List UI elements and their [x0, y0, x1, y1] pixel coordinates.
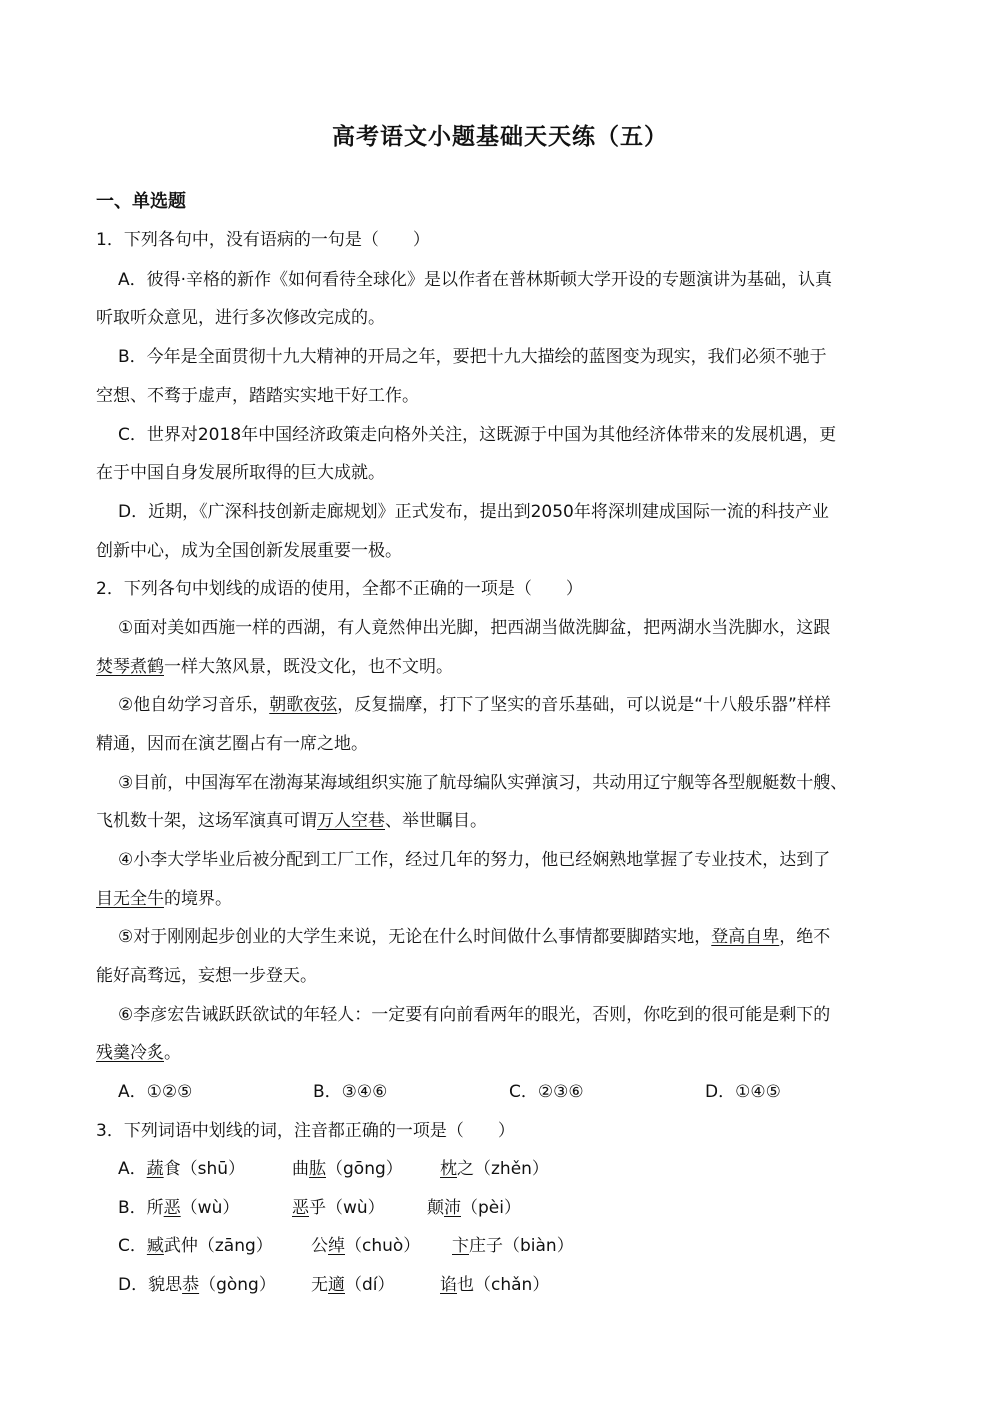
- idiom-underlined: 登高自卑: [711, 927, 780, 947]
- q2-sentence-2-line1: ②他自幼学习音乐，朝歌夜弦，反复揣摩，打下了坚实的音乐基础，可以说是“十八般乐器”样样: [118, 695, 831, 715]
- q3-option-a-word2: 曲肱（gōng）: [292, 1159, 403, 1179]
- q2-sentence-5-line2: 能好高骛远，妄想一步登天。: [96, 966, 317, 986]
- q3-option-a[interactable]: A．蔬食（shū）: [118, 1159, 246, 1179]
- q2-option-c[interactable]: C．②③⑥: [509, 1082, 584, 1102]
- q2-sentence-3-line2: 飞机数十架，这场军演真可谓万人空巷、举世瞩目。: [96, 811, 487, 831]
- q3-option-b[interactable]: B．所恶（wù）: [118, 1198, 240, 1218]
- q2-option-a[interactable]: A．①②⑤: [118, 1082, 193, 1102]
- q1-option-a-line2: 听取听众意见，进行多次修改完成的。: [96, 308, 385, 328]
- q3-option-c-word2: 公绰（chuò）: [311, 1236, 421, 1256]
- section-heading: 一、单选题: [96, 191, 186, 212]
- q1-option-b-line2: 空想、不骛于虚声，踏踏实实地干好工作。: [96, 386, 419, 406]
- q2-stem: 2．下列各句中划线的成语的使用，全都不正确的一项是（ ）: [96, 579, 583, 599]
- q3-option-c[interactable]: C．臧武仲（zāng）: [118, 1236, 273, 1256]
- idiom-underlined: 残羹冷炙: [96, 1043, 164, 1063]
- q2-sentence-6-line2: 残羹冷炙。: [96, 1043, 181, 1063]
- q1-option-d-line1: D．近期，《广深科技创新走廊规划》正式发布，提出到2050年将深圳建成国际一流的科技产业: [118, 502, 829, 522]
- q1-stem: 1．下列各句中，没有语病的一句是（ ）: [96, 230, 430, 250]
- q2-option-b[interactable]: B．③④⑥: [313, 1082, 388, 1102]
- page-title: 高考语文小题基础天天练（五）: [332, 124, 668, 150]
- q1-option-c-line1: C．世界对2018年中国经济政策走向格外关注，这既源于中国为其他经济体带来的发展机遇，更: [118, 425, 837, 445]
- q3-option-d-word3: 谄也（chǎn）: [440, 1275, 550, 1295]
- q3-stem: 3．下列词语中划线的词，注音都正确的一项是（ ）: [96, 1121, 515, 1141]
- idiom-underlined: 朝歌夜弦: [269, 695, 338, 715]
- q2-option-d[interactable]: D．①④⑤: [705, 1082, 781, 1102]
- q3-option-d[interactable]: D．貌思恭（gòng）: [118, 1275, 276, 1295]
- q2-sentence-5-line1: ⑤对于刚刚起步创业的大学生来说，无论在什么时间做什么事情都要脚踏实地，登高自卑，绝不: [118, 927, 831, 947]
- q3-option-b-word3: 颠沛（pèi）: [427, 1198, 521, 1218]
- q3-option-b-word2: 恶乎（wù）: [292, 1198, 385, 1218]
- q3-option-a-word3: 枕之（zhěn）: [440, 1159, 549, 1179]
- q2-sentence-4-line2: 目无全牛的境界。: [96, 889, 232, 909]
- idiom-underlined: 万人空巷: [317, 811, 385, 831]
- idiom-underlined: 焚琴煮鹤: [96, 657, 164, 677]
- q2-sentence-6-line1: ⑥李彦宏告诫跃跃欲试的年轻人：一定要有向前看两年的眼光，否则，你吃到的很可能是剩下的: [118, 1005, 831, 1025]
- q3-option-d-word2: 无適（dí）: [311, 1275, 395, 1295]
- q3-option-c-word3: 卞庄子（biàn）: [452, 1236, 574, 1256]
- q1-option-b-line1: B．今年是全面贯彻十九大精神的开局之年，要把十九大描绘的蓝图变为现实，我们必须不驰于: [118, 347, 827, 367]
- q2-sentence-1-line2: 焚琴煮鹤一样大煞风景，既没文化，也不文明。: [96, 657, 453, 677]
- q2-sentence-3-line1: ③目前，中国海军在渤海某海域组织实施了航母编队实弹演习，共动用辽宁舰等各型舰艇数十艘、: [118, 773, 848, 793]
- q2-sentence-1-line1: ①面对美如西施一样的西湖，有人竟然伸出光脚，把西湖当做洗脚盆，把两湖水当洗脚水，这跟: [118, 618, 831, 638]
- idiom-underlined: 目无全牛: [96, 889, 164, 909]
- q1-option-a-line1: A．彼得·辛格的新作《如何看待全球化》是以作者在普林斯顿大学开设的专题演讲为基础，认真: [118, 270, 833, 290]
- q2-sentence-2-line2: 精通，因而在演艺圈占有一席之地。: [96, 734, 368, 754]
- q1-option-c-line2: 在于中国自身发展所取得的巨大成就。: [96, 463, 385, 483]
- q2-sentence-4-line1: ④小李大学毕业后被分配到工厂工作，经过几年的努力，他已经娴熟地掌握了专业技术，达到了: [118, 850, 831, 870]
- q1-option-d-line2: 创新中心，成为全国创新发展重要一极。: [96, 541, 402, 561]
